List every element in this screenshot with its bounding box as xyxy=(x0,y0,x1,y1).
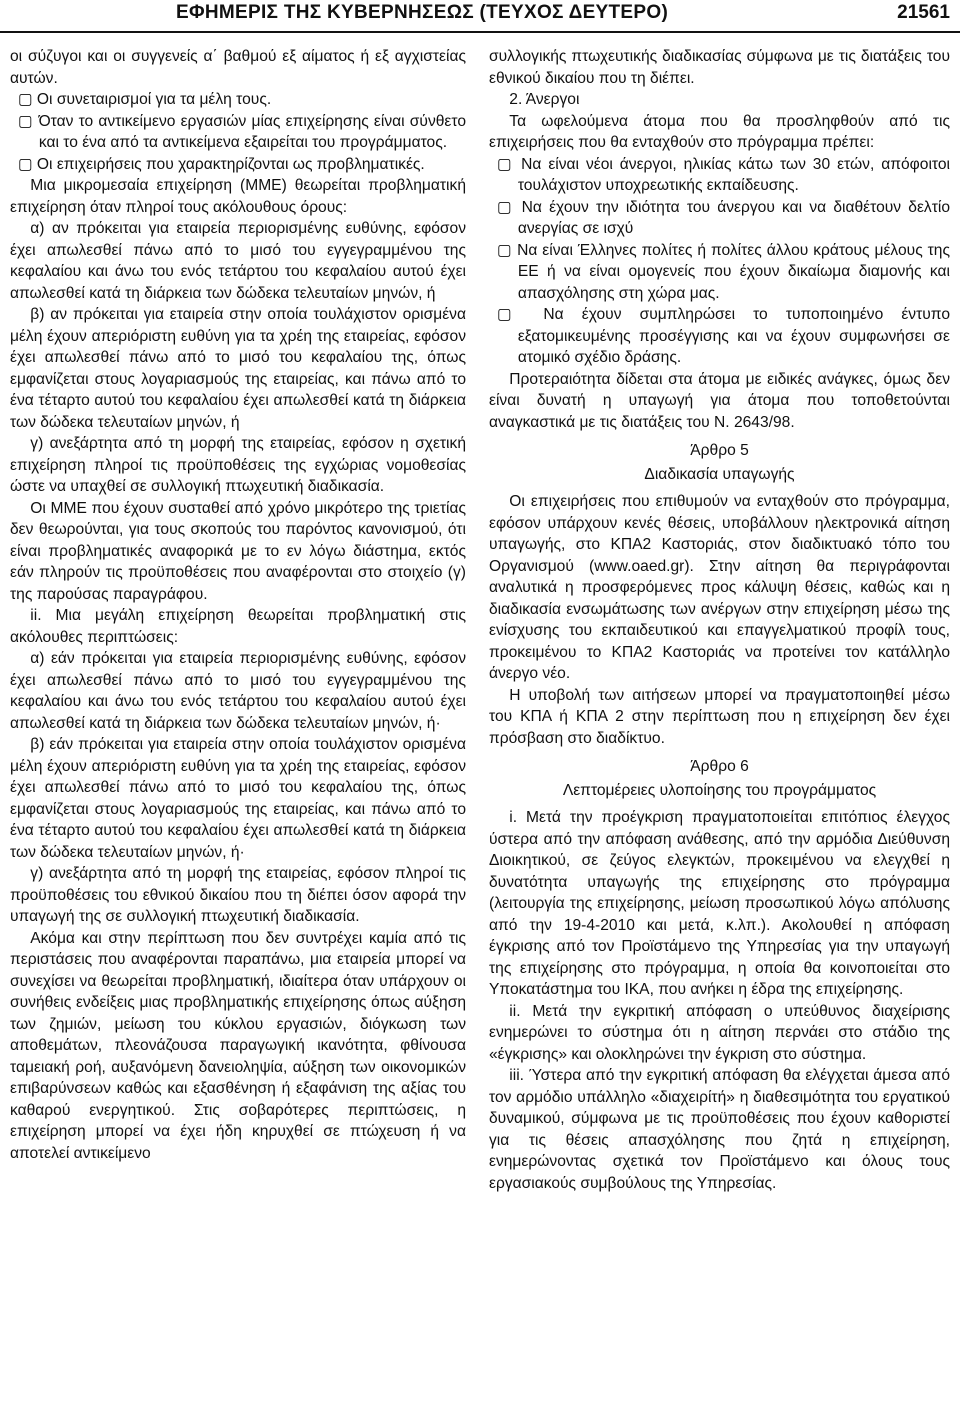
bullet-text: Να είναι νέοι άνεργοι, ηλικίας κάτω των 30 ετών, απόφοιτοι τουλάχιστον υποχρεωτικής εκπαίδευσης. xyxy=(517,155,950,194)
bullet-text: Να έχουν την ιδιότητα του άνεργου και να διαθέτουν δελτίο ανεργίας σε ισχύ xyxy=(517,198,950,237)
paragraph: Μια μικρομεσαία επιχείρηση (ΜΜΕ) θεωρείται προβληματική επιχείρηση όταν πληροί τους ακόλουθους όρους: xyxy=(10,177,466,216)
page-header xyxy=(0,0,960,34)
bullet-item xyxy=(489,304,950,369)
bullet-text: Οι επιχειρήσεις που χαρακτηρίζονται ως προβληματικές. xyxy=(36,155,425,173)
paragraph: Προτεραιότητα δίδεται στα άτομα με ειδικές ανάγκες, όμως δεν είναι δυνατή η υπαγωγή για άτομα που τοποθετούνται αναγκαστικά με τις διατάξεις του Ν. 2643/98. xyxy=(489,370,950,431)
right-column xyxy=(489,46,950,1194)
checkbox-bullet-icon: ▢ xyxy=(17,91,33,108)
page-number: 21561 xyxy=(897,2,950,23)
paragraph: οι σύζυγοι και οι συγγενείς α΄ βαθμού εξ αίματος ή εξ αγχιστείας αυτών. xyxy=(10,48,466,87)
paragraph: Η υποβολή των αιτήσεων μπορεί να πραγματοποιηθεί μέσω του ΚΠΑ ή ΚΠΑ 2 στην περίπτωση που η επιχείρηση δεν έχει πρόσβαση στο διαδίκτυο. xyxy=(489,686,950,747)
bullet-text: Όταν το αντικείμενο εργασιών μίας επιχείρησης είναι σύνθετο και το ένα από τα αντικείμενα εξαιρείται του προγράμματος. xyxy=(38,112,466,151)
checkbox-bullet-icon: ▢ xyxy=(17,112,34,130)
paragraph: συλλογικής πτωχευτικής διαδικασίας σύμφωνα με τις διατάξεις του εθνικού δικαίου που τη διέπει. xyxy=(489,48,950,87)
paragraph: Τα ωφελούμενα άτομα που θα προσληφθούν από τις επιχειρήσεις που θα ενταχθούν στο πρόγραμμα πρέπει: xyxy=(489,112,950,151)
paragraph: i. Μετά την προέγκριση πραγματοποιείται επιτόπιος έλεγχος ύστερα από την απόφαση ανάθεσης, από την αρμόδια Διεύθυνση Διοικητικού, σε ζεύγος ελεγκτών, προκειμένου να ελεγχθεί η δυνατότητα υπαγωγής της επιχείρησης στο πρόγραμμα (λειτουργία της επιχείρησης, μείωση προσωπικού λόγω απόλυσης από την 19-4-2010 και μετά, κ.λπ.). Ακολουθεί η απόφαση έγκρισης από τον Προϊστάμενο της Υπηρεσίας για την υπαγωγή της επιχείρησης στο πρόγραμμα, η οποία θα κοινοποιείται στο Υποκατάστημα του ΙΚΑ, που ανήκει η έδρα της επιχείρησης. xyxy=(489,809,950,998)
article-title: Διαδικασία υπαγωγής xyxy=(644,465,795,483)
article-title: Λεπτομέρειες υλοποίησης του προγράμματος xyxy=(562,781,877,799)
paragraph: ii. Μια μεγάλη επιχείρηση θεωρείται προβληματική στις ακόλουθες περιπτώσεις: xyxy=(10,607,466,646)
article-number: Άρθρο 6 xyxy=(690,758,749,775)
checkbox-bullet-icon: ▢ xyxy=(496,198,515,216)
article-number: Άρθρο 5 xyxy=(690,442,749,459)
bullet-item xyxy=(489,240,950,305)
paragraph: α) αν πρόκειται για εταιρεία περιορισμένης ευθύνης, εφόσον έχει απωλεσθεί πάνω από το μισό του εγγεγραμμένου της κεφαλαίου και άνω του ενός τετάρτου του κεφαλαίου αυτού έχει απωλεσθεί κατά τη διάρκεια των δώδεκα τελευταίων μηνών, ή xyxy=(10,220,466,302)
paragraph: γ) ανεξάρτητα από τη μορφή της εταιρείας, εφόσον η σχετική επιχείρηση πληροί τις προϋποθέσεις της εγχώριας νομοθεσίας ώστε να υπαχθεί σε συλλογική πτωχευτική διαδικασία. xyxy=(10,435,466,495)
bullet-item xyxy=(489,154,950,197)
bullet-text: Να έχουν συμπληρώσει το τυποποιημένο έντυπο εξατομικευμένης προσέγγισης και να έχουν συμφωνήσει σε ατομικό σχέδιο δράσης. xyxy=(517,306,950,366)
checkbox-bullet-icon: ▢ xyxy=(17,155,33,173)
paragraph: β) εάν πρόκειται για εταιρεία στην οποία τουλάχιστον ορισμένα μέλη έχουν απεριόριστη ευθύνη για τα χρέη της εταιρείας, εφόσον έχει απωλεσθεί πάνω από το μισό του κεφαλαίου της, όπως εμφανίζεται στους λογαριασμούς της εταιρείας, και πάνω από το ένα τέταρτο αυτού του κεφαλαίου έχει απωλεσθεί κατά τη διάρκεια των δώδεκα τελευταίων μηνών, ή· xyxy=(10,736,466,861)
header-rule xyxy=(0,31,960,33)
bullet-item xyxy=(10,154,466,176)
paragraph: ii. Μετά την εγκριτική απόφαση ο υπεύθυνος διαχείρισης ενημερώνει το σύστημα ότι η αίτηση περνάει στο στάδιο της «έγκρισης» και ολοκληρώνει την έγκριση στο σύστημα. xyxy=(489,1002,950,1063)
paragraph: γ) ανεξάρτητα από τη μορφή της εταιρείας, εφόσον πληροί τις προϋποθέσεις του εθνικού δικαίου που τη διέπει όσον αφορά την υπαγωγή της σε συλλογική πτωχευτική διαδικασία. xyxy=(10,865,466,925)
bullet-item xyxy=(10,89,466,111)
bullet-item xyxy=(489,197,950,240)
checkbox-bullet-icon: ▢ xyxy=(496,306,526,323)
paragraph: β) αν πρόκειται για εταιρεία στην οποία τουλάχιστον ορισμένα μέλη έχουν απεριόριστη ευθύνη για τα χρέη της εταιρείας, εφόσον έχει απωλεσθεί πάνω από το μισό του κεφαλαίου της, όπως εμφανίζεται στους λογαριασμούς της εταιρείας, και πάνω από το ένα τέταρτο αυτού του κεφαλαίου έχει απωλεσθεί κατά τη διάρκεια των δώδεκα τελευταίων μηνών, ή xyxy=(10,306,466,431)
paragraph: iii. Ύστερα από την εγκριτική απόφαση θα ελέγχεται άμεσα από τον αρμόδιο υπάλληλο «διαχειρίτή» η διαθεσιμότητα του εργατικού δυναμικού, σύμφωνα με τις προϋποθέσεις που έχουν καθοριστεί για τις θέσεις απασχόλησης που ζητά η επιχείρηση, ενημερώνοντας σχετικά τον Προϊστάμενο και όλους τους εργασιακούς συμβούλους της Υπηρεσίας. xyxy=(489,1067,950,1192)
paragraph: Οι ΜΜΕ που έχουν συσταθεί από χρόνο μικρότερο της τριετίας δεν θεωρούνται, για τους σκοπούς του παρόντος κανονισμού, ότι είναι προβληματικές αναφορικά με το εν λόγω διάστημα, εκτός εάν πληρούν τις προϋποθέσεις που αναφέρονται στο στοιχείο (γ) της παρούσας παραγράφου. xyxy=(10,499,466,603)
bullet-text: Να είναι Έλληνες πολίτες ή πολίτες άλλου κράτους μέλους της ΕΕ ή να είναι ομογενείς που έχουν δικαίωμα διαμονής και απασχόλησης στη χώρα μας. xyxy=(517,241,950,302)
paragraph: α) εάν πρόκειται για εταιρεία περιορισμένης ευθύνης, εφόσον έχει απωλεσθεί πάνω από το μισό του εγγεγραμμένου της κεφαλαίου και άνω του ενός τετάρτου του κεφαλαίου αυτού έχει απωλεσθεί κατά τη διάρκεια των δώδεκα τελευταίων μηνών, ή· xyxy=(10,650,466,732)
bullet-text: Οι συνεταιρισμοί για τα μέλη τους. xyxy=(36,91,272,108)
bullet-item xyxy=(10,111,466,154)
paragraph: Ακόμα και στην περίπτωση που δεν συντρέχει καμία από τις περιστάσεις που αναφέρονται παραπάνω, μια εταιρεία μπορεί να συνεχίσει να θεωρείται προβληματική, ιδιαίτερα όταν υπάρχουν οι συνήθεις ενδείξεις μιας προβληματικής επιχείρησης όπως αύξηση των ζημιών, μείωση του κύκλου εργασιών, διόγκωση των αποθεμάτων, πλεονάζουσα παραγωγική ικανότητα, φθίνουσα ταμειακή ροή, αυξανόμενη δανειοληψία, αύξηση των οικονομικών επιβαρύνσεων καθώς και εξασθένηση ή εξαφάνιση της αξίας του καθαρού ενεργητικού. Στις σοβαρότερες περιπτώσεις, η επιχείρηση μπορεί να έχει ήδη κηρυχθεί σε πτώχευση ή να αποτελεί αντικείμενο xyxy=(10,929,466,1162)
section-number: 2. Άνεργοι xyxy=(509,91,580,108)
gazette-title: ΕΦΗΜΕΡΙΣ ΤΗΣ ΚΥΒΕΡΝΗΣΕΩΣ (ΤΕΥΧΟΣ ΔΕΥΤΕΡΟ) xyxy=(176,2,669,23)
paragraph: Οι επιχειρήσεις που επιθυμούν να ενταχθούν στο πρόγραμμα, εφόσον υπάρχουν κενές θέσεις, υποβάλλουν ηλεκτρονικά αίτηση υπαγωγής, στο ΚΠΑ2 Καστοριάς, στον διαδικτυακό τόπο του Οργανισμού (www.oaed.gr). Στην αίτηση θα περιγράφονται αναλυτικά η προσφερόμενες προς κάλυψη θέσεις, καθώς και η διαδικασία ενσωμάτωσης των ανέργων στην επιχείρηση μέσω της ενίσχυσης του εκπαιδευτικού και επαγγελματικού προφίλ τους, προκειμένου το ΚΠΑ2 Καστοριάς να προτείνει τον κατάλληλο άνεργο νέο. xyxy=(489,493,950,682)
left-column xyxy=(10,46,466,1164)
checkbox-bullet-icon: ▢ xyxy=(496,155,515,173)
checkbox-bullet-icon: ▢ xyxy=(496,241,513,259)
